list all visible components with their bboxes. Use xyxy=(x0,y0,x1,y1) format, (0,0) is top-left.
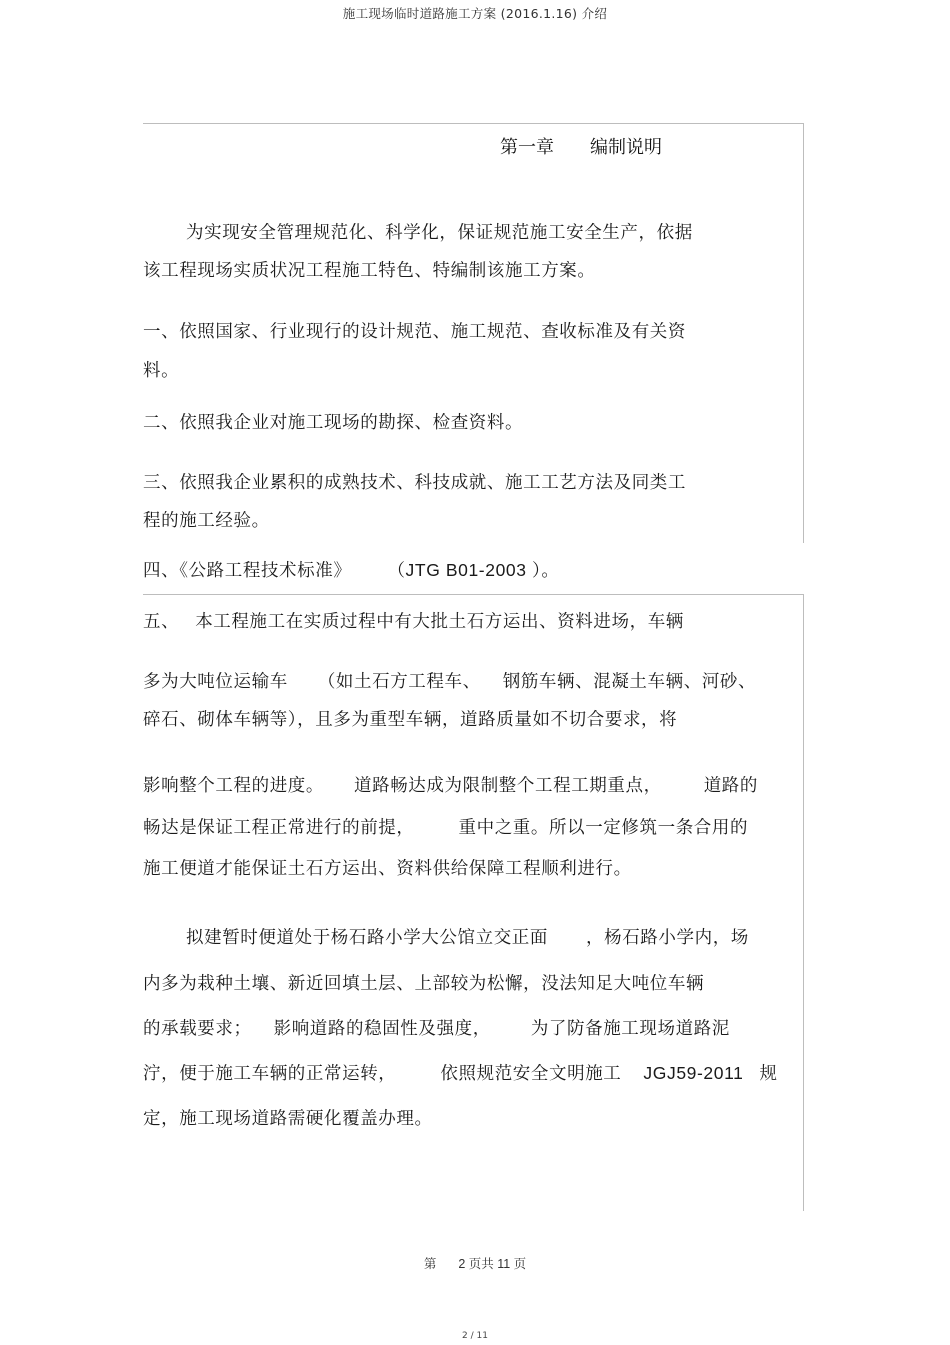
item-five-line-2 xyxy=(143,668,756,693)
item-five-line-6: 施工便道才能保证土石方运出、资料供给保障工程顺利进行。 xyxy=(143,859,632,879)
para2-line-3 xyxy=(143,1015,730,1040)
item-five-line-4 xyxy=(143,772,758,797)
para2-line-4-part-4: 规 xyxy=(759,1064,778,1084)
item-five-line-4-part-1: 影响整个工程的进度。 xyxy=(143,776,324,796)
intro-line-1: 为实现安全管理规范化、科学化，保证规范施工安全生产，依据 xyxy=(186,223,693,243)
para2-line-4 xyxy=(143,1060,778,1085)
frame-right-line-lower xyxy=(803,594,804,1211)
item-four-title: 四、《公路工程技术标准》 xyxy=(143,561,352,581)
page-footer xyxy=(0,1254,950,1272)
item-five-line-1 xyxy=(143,608,684,633)
para2-line-1 xyxy=(186,924,749,949)
para2-line-5: 定，施工现场道路需硬化覆盖办理。 xyxy=(143,1109,433,1129)
item-five-line-2-part-1: 多为大吨位运输车 xyxy=(143,672,288,692)
item-three-line-2: 程的施工经验。 xyxy=(143,511,270,531)
item-two: 二、依照我企业对施工现场的勘探、检查资料。 xyxy=(143,413,524,433)
item-three-line-1: 三、依照我企业累积的成熟技术、科技成就、施工工艺方法及同类工 xyxy=(143,473,686,493)
frame-right-line-upper xyxy=(803,123,804,543)
item-five-line-5-part-2: 重中之重。所以一定修筑一条合用的 xyxy=(458,818,749,838)
item-five-line-2-part-2: （如土石方工程车、 xyxy=(317,672,481,692)
para2-line-4-part-1: 泞，便于施工车辆的正常运转， xyxy=(143,1064,397,1084)
item-five-line-4-part-2: 道路畅达成为限制整个工程工期重点， xyxy=(354,776,662,796)
page-header: 施工现场临时道路施工方案 (2016.1.16) 介绍 xyxy=(342,6,608,21)
footer-page-label: 第 xyxy=(423,1256,437,1271)
item-five-line-3: 碎石、砌体车辆等），且多为重型车辆，道路质量如不切合要求，将 xyxy=(143,710,678,730)
para2-line-1-part-1: 拟建暂时便道处于杨石路小学大公馆立交正面 xyxy=(186,928,548,948)
item-four-code: （JTG B01-2003 ）。 xyxy=(387,560,560,580)
para2-line-1-part-2: ，杨石路小学内，场 xyxy=(586,928,749,948)
chapter-number: 第一章 xyxy=(500,137,554,158)
para2-line-3-part-3: 为了防备施工现场道路泥 xyxy=(530,1019,730,1039)
item-five-line-4-part-3: 道路的 xyxy=(703,776,759,796)
para2-line-4-part-2: 依照规范安全文明施工 xyxy=(440,1064,622,1084)
page-number: 2 / 11 xyxy=(462,1331,488,1341)
item-five-text: 本工程施工在实质过程中有大批土石方运出、资料进场，车辆 xyxy=(195,612,684,632)
intro-line-2: 该工程现场实质状况工程施工特色、特编制该施工方案。 xyxy=(143,261,596,281)
frame-mid-line xyxy=(143,594,804,595)
footer-page-text: 2 页共 11 页 xyxy=(458,1257,527,1271)
item-five-line-5 xyxy=(143,814,748,839)
item-five-prefix: 五、 xyxy=(143,612,180,632)
para2-line-2: 内多为栽种土壤、新近回填土层、上部较为松懈，没法知足大吨位车辆 xyxy=(143,974,705,994)
para2-line-4-standard-code: JGJ59-2011 xyxy=(643,1063,744,1083)
frame-top-line xyxy=(143,123,804,124)
item-one-line-1: 一、依照国家、行业现行的设计规范、施工规范、查收标准及有关资 xyxy=(143,322,686,342)
chapter-title: 编制说明 xyxy=(590,137,662,158)
item-one-line-2: 料。 xyxy=(143,361,180,381)
chapter-heading xyxy=(500,133,662,159)
item-five-line-5-part-1: 畅达是保证工程正常进行的前提， xyxy=(143,818,415,838)
para2-line-3-part-1: 的承载要求； xyxy=(143,1019,252,1039)
item-five-line-2-part-3: 钢筋车辆、混凝土车辆、河砂、 xyxy=(502,672,757,692)
item-four xyxy=(143,557,559,582)
para2-line-3-part-2: 影响道路的稳固性及强度， xyxy=(273,1019,491,1039)
